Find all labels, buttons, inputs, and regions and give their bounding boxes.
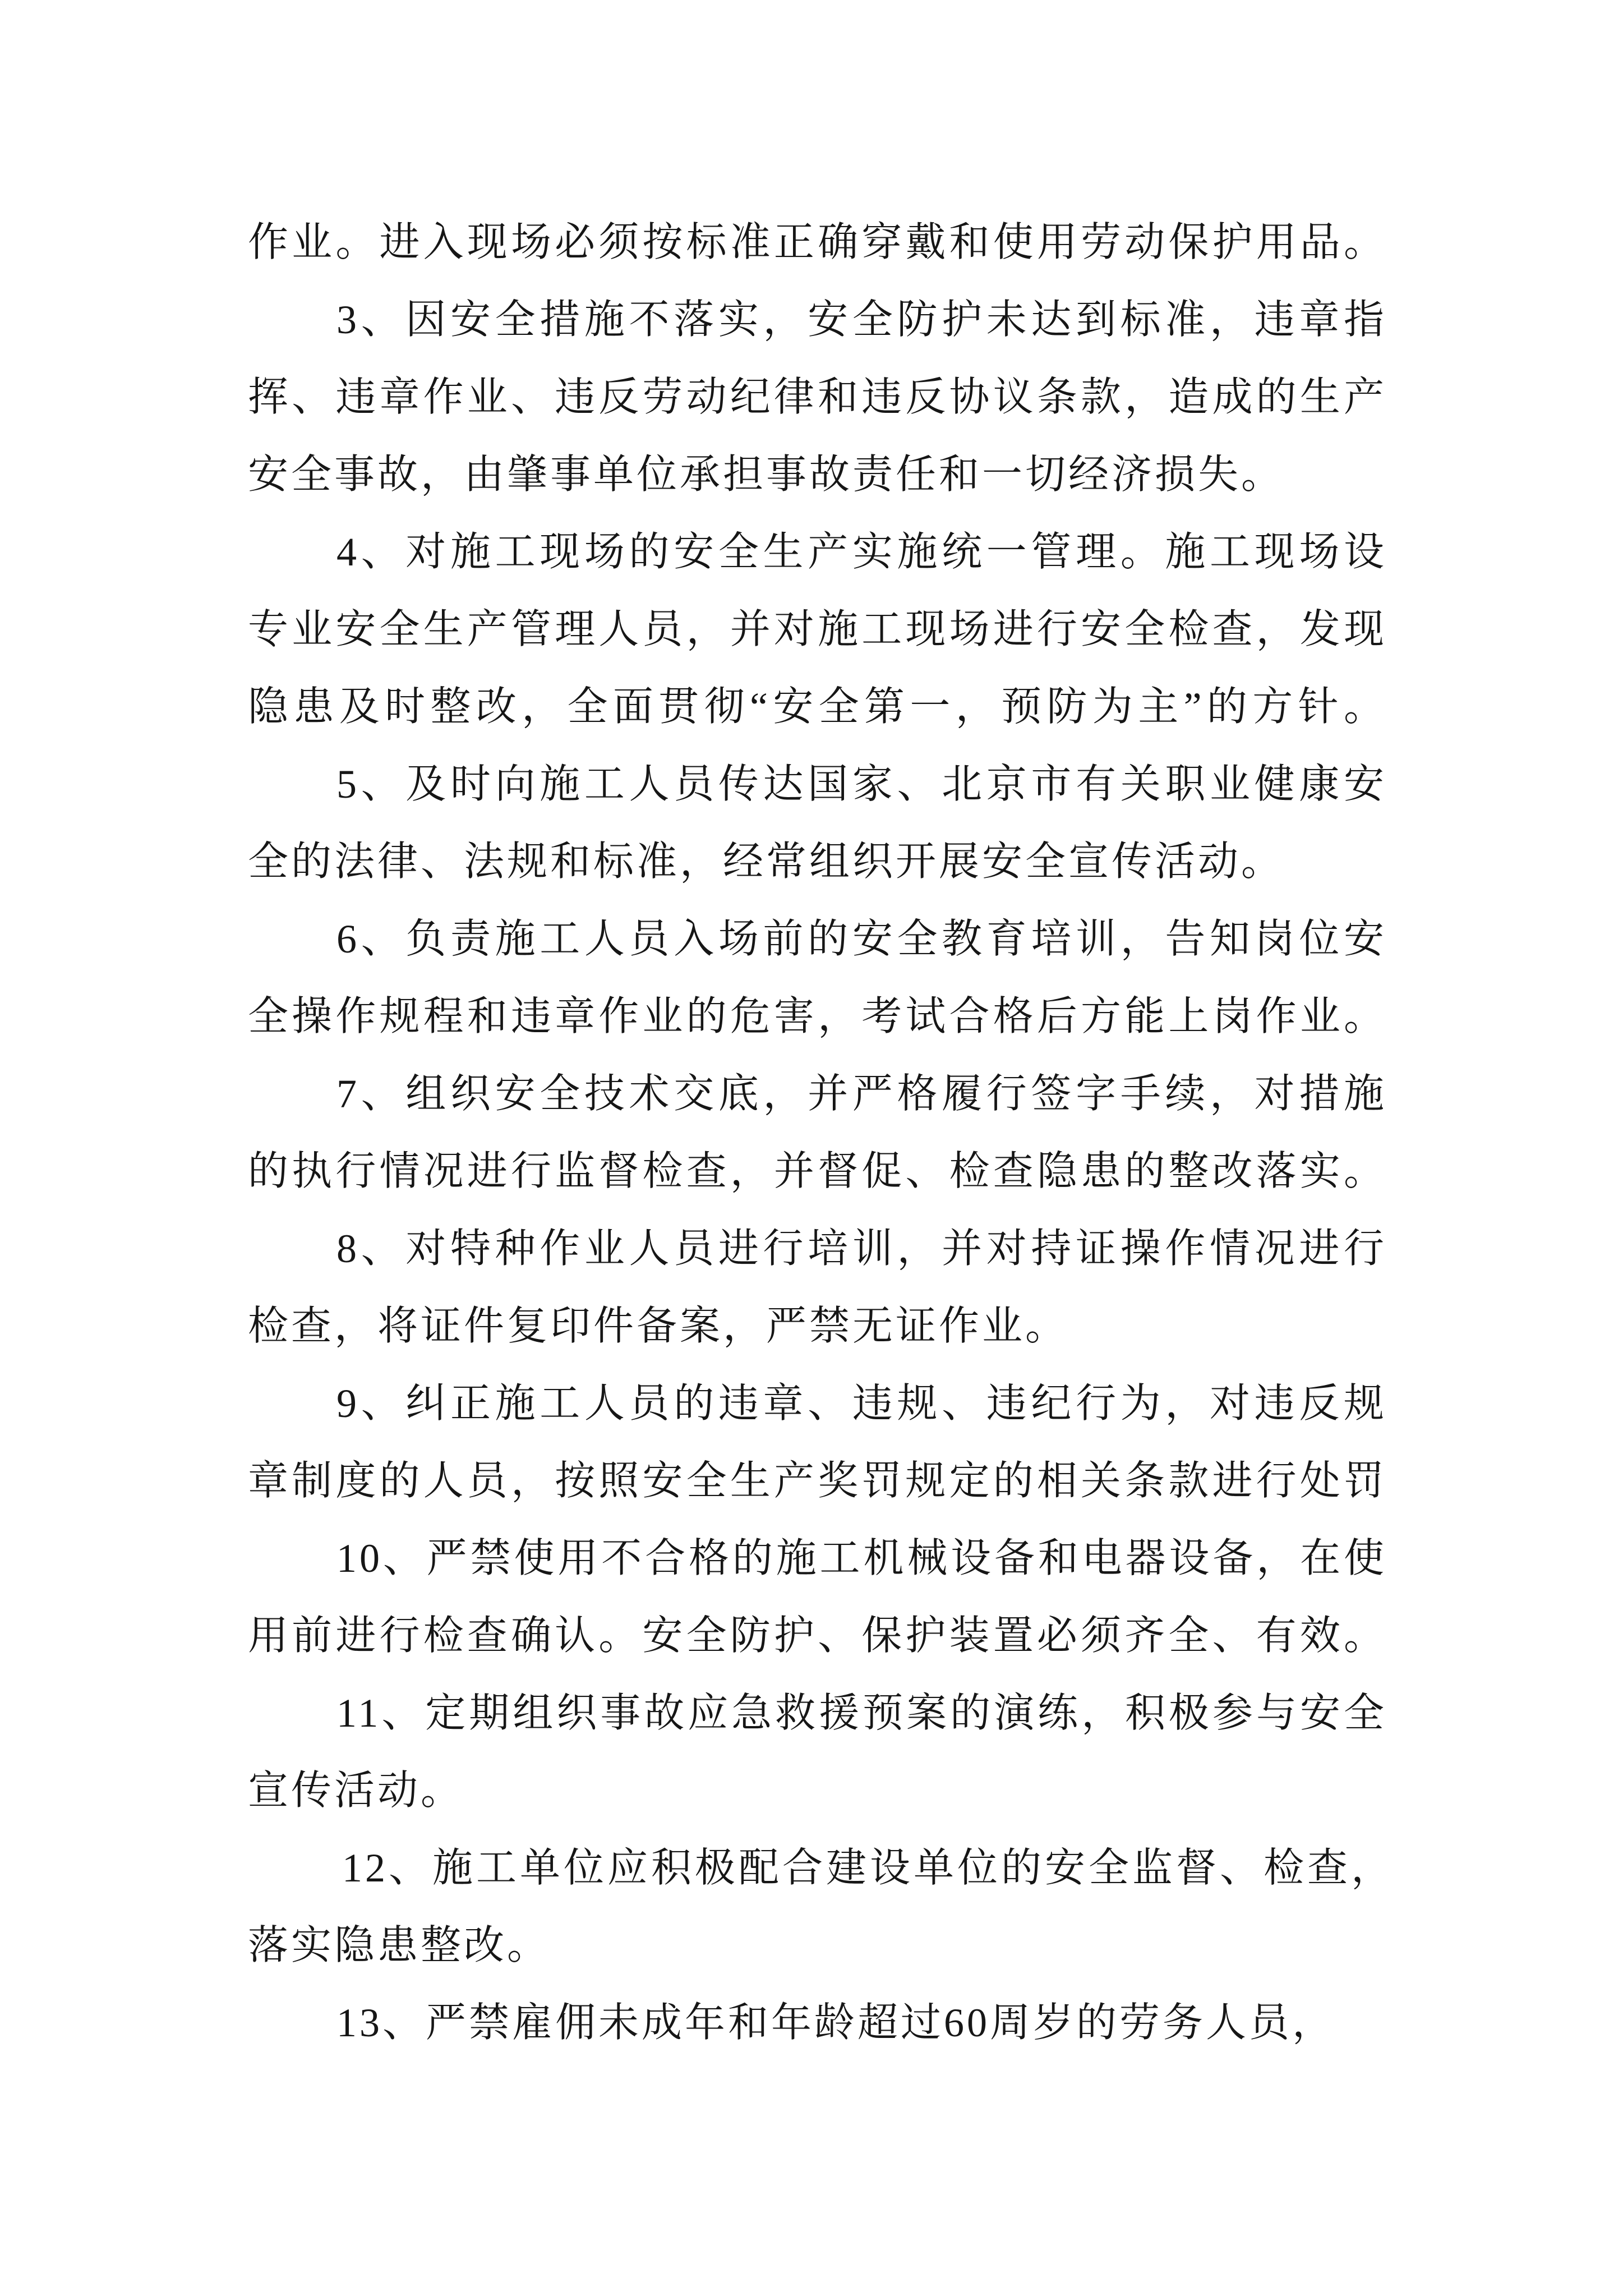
text-line: 13、严禁雇佣未成年和年龄超过60周岁的劳务人员， xyxy=(336,2000,1336,2045)
paragraph xyxy=(248,281,1387,513)
text-line: 章制度的人员，按照安全生产奖罚规定的相关条款进行处罚 xyxy=(248,1458,1387,1503)
text-line: 12、施工单位应积极配合建设单位的安全监督、检查， xyxy=(342,1846,1394,1890)
text-line: 全操作规程和违章作业的危害，考试合格后方能上岗作业。 xyxy=(248,994,1387,1039)
paragraph xyxy=(248,1210,1387,1365)
text-line: 专业安全生产管理人员，并对施工现场进行安全检查，发现 xyxy=(248,607,1387,652)
text-line: 挥、违章作业、违反劳动纪律和违反协议条款，造成的生产 xyxy=(248,375,1387,420)
text-line: 宣传活动。 xyxy=(248,1768,464,1813)
text-line: 5、及时向施工人员传达国家、北京市有关职业健康安 xyxy=(336,762,1387,807)
text-line: 10、严禁使用不合格的施工机械设备和电器设备，在使 xyxy=(336,1536,1387,1581)
paragraph xyxy=(248,746,1387,900)
paragraph xyxy=(248,1674,1387,1829)
paragraph xyxy=(248,1829,1394,1984)
paragraph xyxy=(248,1520,1387,1674)
paragraph xyxy=(248,1055,1387,1210)
text-line: 9、纠正施工人员的违章、违规、违纪行为，对违反规 xyxy=(336,1381,1387,1426)
text-line: 作业。进入现场必须按标准正确穿戴和使用劳动保护用品。 xyxy=(248,220,1387,265)
text-line: 安全事故，由肇事单位承担事故责任和一切经济损失。 xyxy=(248,452,1285,497)
paragraph xyxy=(248,513,1387,746)
text-line: 4、对施工现场的安全生产实施统一管理。施工现场设 xyxy=(336,530,1387,574)
paragraph xyxy=(248,900,1387,1055)
text-line: 检查，将证件复印件备案，严禁无证作业。 xyxy=(248,1304,1069,1349)
paragraph xyxy=(248,1365,1387,1520)
text-line: 8、对特种作业人员进行培训，并对持证操作情况进行 xyxy=(336,1226,1387,1271)
text-line: 用前进行检查确认。安全防护、保护装置必须齐全、有效。 xyxy=(248,1613,1387,1658)
text-line: 的执行情况进行监督检查，并督促、检查隐患的整改落实。 xyxy=(248,1149,1387,1194)
text-line: 6、负责施工人员入场前的安全教育培训，告知岗位安 xyxy=(336,917,1387,961)
paragraph xyxy=(248,204,1387,281)
paragraph xyxy=(248,1984,1387,2062)
text-line: 3、因安全措施不落实，安全防护未达到标准，违章指 xyxy=(336,297,1387,342)
body-text xyxy=(248,204,1394,2062)
text-line: 11、定期组织事故应急救援预案的演练，积极参与安全 xyxy=(336,1691,1387,1736)
text-line: 落实隐患整改。 xyxy=(248,1923,551,1968)
text-line: 7、组织安全技术交底，并严格履行签字手续，对措施 xyxy=(336,1071,1387,1116)
text-line: 全的法律、法规和标准，经常组织开展安全宣传活动。 xyxy=(248,839,1285,884)
text-line: 隐患及时整改，全面贯彻“安全第一，预防为主”的方针。 xyxy=(248,684,1387,729)
